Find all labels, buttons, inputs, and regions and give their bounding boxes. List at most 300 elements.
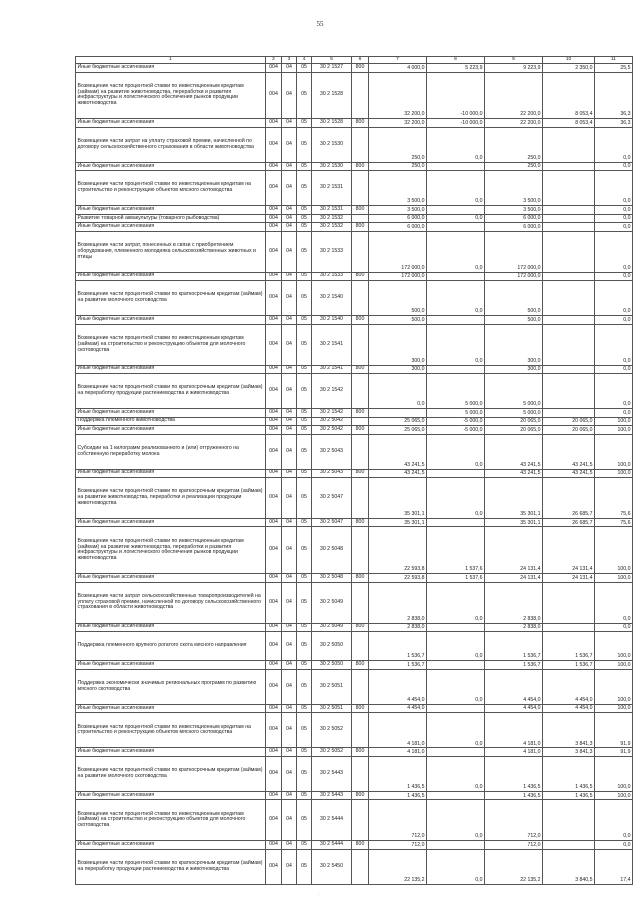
cell-plan: 500,0 (369, 281, 427, 316)
cell-isp: 3 841,3 (543, 713, 595, 748)
cell-prz: 05 (297, 632, 312, 661)
cell-rz: 04 (282, 409, 297, 418)
cell-prz: 05 (297, 756, 312, 791)
cell-gr: 004 (266, 272, 282, 281)
cell-gr: 004 (266, 417, 282, 426)
cell-change: 0,0 (427, 324, 485, 365)
cell-change (427, 365, 485, 374)
cell-pct: 0,0 (595, 281, 633, 316)
cell-plan: 6 000,0 (369, 223, 427, 232)
cell-utv: 250,0 (485, 127, 543, 162)
cell-csr: 30 2 5042 (312, 426, 352, 435)
cell-plan: 22 135,2 (369, 849, 427, 884)
table-row (76, 704, 633, 713)
cell-isp (543, 374, 595, 409)
cell-name: Иные бюджетные ассигнования (76, 518, 266, 527)
cell-vr (352, 281, 369, 316)
cell-name: Возмещение части процентной ставки по инвестиционным кредитам (займам) на развитие животноводства, переработки и развития инфраструктуры и логистического обеспечения рынков продукции животноводства (76, 72, 266, 119)
cell-rz: 04 (282, 791, 297, 800)
cell-prz: 05 (297, 171, 312, 206)
cell-prz: 05 (297, 582, 312, 623)
header-cell: 2 (266, 57, 282, 64)
cell-rz: 04 (282, 623, 297, 632)
cell-utv: 20 065,0 (485, 417, 543, 426)
cell-pct: 100,0 (595, 426, 633, 435)
cell-plan: 25 065,0 (369, 417, 427, 426)
cell-change (427, 469, 485, 478)
cell-csr: 30 2 1531 (312, 171, 352, 206)
table-row (76, 316, 633, 325)
cell-csr: 30 2 5052 (312, 748, 352, 757)
cell-vr (352, 231, 369, 272)
cell-gr: 004 (266, 426, 282, 435)
cell-prz: 05 (297, 119, 312, 128)
cell-utv: 6 000,0 (485, 214, 543, 223)
cell-utv: 4 181,0 (485, 748, 543, 757)
cell-pct: 17,4 (595, 849, 633, 884)
cell-vr: 800 (352, 574, 369, 583)
cell-prz: 05 (297, 214, 312, 223)
cell-prz: 05 (297, 72, 312, 119)
cell-plan: 2 838,0 (369, 623, 427, 632)
cell-isp: 24 131,4 (543, 527, 595, 574)
cell-pct: 25,5 (595, 64, 633, 73)
cell-vr: 800 (352, 791, 369, 800)
cell-utv: 300,0 (485, 324, 543, 365)
cell-csr: 30 2 5050 (312, 661, 352, 670)
cell-rz: 04 (282, 64, 297, 73)
cell-csr: 30 2 1530 (312, 162, 352, 171)
cell-change (427, 791, 485, 800)
cell-change: 0,0 (427, 632, 485, 661)
cell-name: Поддержка племенного животноводства (76, 417, 266, 426)
cell-prz: 05 (297, 374, 312, 409)
cell-prz: 05 (297, 469, 312, 478)
cell-prz: 05 (297, 791, 312, 800)
cell-change: 0,0 (427, 434, 485, 469)
cell-name: Возмещение части процентной ставки по инвестиционным кредитам (займам) на строительство и реконструкцию объектов для молочного скотоводства (76, 324, 266, 365)
cell-gr: 004 (266, 623, 282, 632)
cell-gr: 004 (266, 365, 282, 374)
cell-csr: 30 2 5048 (312, 527, 352, 574)
cell-pct: 100,0 (595, 756, 633, 791)
cell-isp (543, 223, 595, 232)
cell-csr: 30 2 1532 (312, 223, 352, 232)
cell-plan: 1 536,7 (369, 632, 427, 661)
cell-vr (352, 127, 369, 162)
cell-name: Иные бюджетные ассигнования (76, 64, 266, 73)
budget-table (75, 56, 633, 885)
cell-csr: 30 2 5049 (312, 623, 352, 632)
cell-prz: 05 (297, 434, 312, 469)
cell-pct: 0,0 (595, 316, 633, 325)
cell-prz: 05 (297, 800, 312, 841)
cell-csr: 30 2 5443 (312, 756, 352, 791)
cell-utv: 172 000,0 (485, 272, 543, 281)
cell-utv: 35 301,1 (485, 478, 543, 519)
cell-gr: 004 (266, 518, 282, 527)
cell-isp (543, 324, 595, 365)
table-row (76, 713, 633, 748)
cell-pct: 0,0 (595, 582, 633, 623)
cell-prz: 05 (297, 281, 312, 316)
cell-csr: 30 2 1533 (312, 231, 352, 272)
cell-pct: 100,0 (595, 527, 633, 574)
cell-isp: 1 536,7 (543, 632, 595, 661)
cell-prz: 05 (297, 623, 312, 632)
cell-plan: 4 000,0 (369, 64, 427, 73)
table-row (76, 518, 633, 527)
cell-name: Возмещение части затрат сельскохозяйственных товаропроизводителей на уплату страховой премии, начисленной по договору сельскохозяйственного страхования в области животноводства (76, 582, 266, 623)
cell-csr: 30 2 1541 (312, 324, 352, 365)
cell-vr (352, 324, 369, 365)
table-row (76, 669, 633, 704)
cell-name: Иные бюджетные ассигнования (76, 316, 266, 325)
cell-csr: 30 2 5047 (312, 518, 352, 527)
header-cell: 8 (427, 57, 485, 64)
cell-isp (543, 841, 595, 850)
cell-gr: 004 (266, 748, 282, 757)
cell-change: 5 000,0 (427, 374, 485, 409)
cell-prz: 05 (297, 748, 312, 757)
cell-pct: 91,9 (595, 748, 633, 757)
cell-prz: 05 (297, 272, 312, 281)
cell-change: 0,0 (427, 800, 485, 841)
cell-isp: 8 053,4 (543, 72, 595, 119)
table-row (76, 127, 633, 162)
cell-gr: 004 (266, 434, 282, 469)
cell-isp: 43 241,5 (543, 434, 595, 469)
cell-utv: 9 223,9 (485, 64, 543, 73)
cell-isp (543, 800, 595, 841)
cell-prz: 05 (297, 316, 312, 325)
cell-gr: 004 (266, 64, 282, 73)
cell-rz: 04 (282, 171, 297, 206)
cell-plan: 6 000,0 (369, 214, 427, 223)
header-cell: 3 (282, 57, 297, 64)
cell-utv: 4 454,0 (485, 669, 543, 704)
cell-vr (352, 582, 369, 623)
cell-utv: 300,0 (485, 365, 543, 374)
cell-csr: 30 2 1531 (312, 206, 352, 215)
cell-prz: 05 (297, 426, 312, 435)
scan-mark: · (318, 892, 320, 898)
cell-csr: 30 2 5444 (312, 800, 352, 841)
cell-name: Иные бюджетные ассигнования (76, 426, 266, 435)
cell-utv: 2 838,0 (485, 623, 543, 632)
cell-isp (543, 409, 595, 418)
cell-csr: 30 2 5444 (312, 841, 352, 850)
table-row (76, 661, 633, 670)
cell-pct: 75,6 (595, 478, 633, 519)
cell-csr: 30 2 5047 (312, 478, 352, 519)
cell-isp (543, 214, 595, 223)
cell-gr: 004 (266, 661, 282, 670)
cell-utv: 712,0 (485, 841, 543, 850)
cell-utv: 24 131,4 (485, 574, 543, 583)
cell-change (427, 623, 485, 632)
cell-gr: 004 (266, 704, 282, 713)
cell-change (427, 661, 485, 670)
cell-prz: 05 (297, 478, 312, 519)
cell-pct: 0,0 (595, 324, 633, 365)
cell-csr: 30 2 5450 (312, 849, 352, 884)
cell-vr: 800 (352, 841, 369, 850)
cell-rz: 04 (282, 849, 297, 884)
cell-change: -10 000,0 (427, 72, 485, 119)
cell-pct: 100,0 (595, 704, 633, 713)
cell-name: Возмещение части процентной ставки по инвестиционным кредитам на строительство и реконструкцию объектов мясного скотоводства (76, 713, 266, 748)
cell-rz: 04 (282, 365, 297, 374)
cell-change: 0,0 (427, 214, 485, 223)
cell-rz: 04 (282, 417, 297, 426)
cell-name: Субсидии на 1 килограмм реализованного и (или) отгруженного на собственную переработку молока (76, 434, 266, 469)
cell-plan: 4 454,0 (369, 704, 427, 713)
table-row (76, 171, 633, 206)
cell-pct: 100,0 (595, 632, 633, 661)
cell-isp: 2 350,0 (543, 64, 595, 73)
cell-prz: 05 (297, 669, 312, 704)
cell-prz: 05 (297, 527, 312, 574)
cell-vr: 800 (352, 223, 369, 232)
cell-plan: 1 536,7 (369, 661, 427, 670)
cell-name: Возмещение части процентной ставки по краткосрочным кредитам (займам) на переработку продукции растениеводства и животноводства (76, 374, 266, 409)
cell-gr: 004 (266, 841, 282, 850)
cell-pct: 100,0 (595, 791, 633, 800)
cell-vr (352, 417, 369, 426)
cell-plan: 32 200,0 (369, 119, 427, 128)
cell-plan: 172 000,0 (369, 272, 427, 281)
cell-plan: 712,0 (369, 841, 427, 850)
cell-isp (543, 623, 595, 632)
cell-vr: 800 (352, 409, 369, 418)
cell-rz: 04 (282, 374, 297, 409)
table-row (76, 434, 633, 469)
cell-prz: 05 (297, 409, 312, 418)
table-row (76, 426, 633, 435)
cell-plan: 32 200,0 (369, 72, 427, 119)
cell-csr: 30 2 5048 (312, 574, 352, 583)
cell-plan: 250,0 (369, 162, 427, 171)
table-row (76, 791, 633, 800)
cell-pct: 0,0 (595, 623, 633, 632)
cell-change (427, 841, 485, 850)
header-cell: 4 (297, 57, 312, 64)
cell-plan: 3 500,0 (369, 171, 427, 206)
cell-pct: 75,6 (595, 518, 633, 527)
cell-change (427, 316, 485, 325)
table-row (76, 72, 633, 119)
cell-vr: 800 (352, 316, 369, 325)
cell-name: Поддержка экономически значимых региональных программ по развитию мясного скотоводства (76, 669, 266, 704)
cell-rz: 04 (282, 127, 297, 162)
cell-vr (352, 713, 369, 748)
cell-gr: 004 (266, 527, 282, 574)
cell-change (427, 223, 485, 232)
cell-isp: 4 454,0 (543, 704, 595, 713)
cell-utv: 22 135,2 (485, 849, 543, 884)
cell-utv: 500,0 (485, 316, 543, 325)
cell-rz: 04 (282, 434, 297, 469)
cell-pct: 100,0 (595, 434, 633, 469)
header-cell: 10 (543, 57, 595, 64)
cell-utv: 3 500,0 (485, 171, 543, 206)
table-row (76, 231, 633, 272)
cell-rz: 04 (282, 518, 297, 527)
cell-name: Возмещение части процентной ставки по краткосрочным кредитам (займам) на развитие животноводства, переработки и реализации продукции животноводства (76, 478, 266, 519)
cell-csr: 30 2 1540 (312, 316, 352, 325)
cell-utv: 712,0 (485, 800, 543, 841)
cell-isp: 20 065,0 (543, 426, 595, 435)
cell-prz: 05 (297, 417, 312, 426)
cell-plan: 250,0 (369, 127, 427, 162)
cell-utv: 500,0 (485, 281, 543, 316)
cell-gr: 004 (266, 162, 282, 171)
cell-isp: 1 436,5 (543, 756, 595, 791)
cell-rz: 04 (282, 272, 297, 281)
cell-pct: 100,0 (595, 469, 633, 478)
cell-vr: 800 (352, 661, 369, 670)
cell-vr: 800 (352, 162, 369, 171)
table-row (76, 748, 633, 757)
cell-utv: 1 536,7 (485, 632, 543, 661)
cell-plan: 4 181,0 (369, 748, 427, 757)
cell-gr: 004 (266, 324, 282, 365)
table-row (76, 64, 633, 73)
cell-vr (352, 434, 369, 469)
cell-isp (543, 316, 595, 325)
cell-isp: 26 685,7 (543, 478, 595, 519)
cell-utv: 43 241,5 (485, 469, 543, 478)
cell-pct: 100,0 (595, 574, 633, 583)
cell-plan: 35 301,1 (369, 478, 427, 519)
cell-rz: 04 (282, 841, 297, 850)
cell-plan: 3 500,0 (369, 206, 427, 215)
cell-utv: 22 200,0 (485, 119, 543, 128)
cell-gr: 004 (266, 574, 282, 583)
cell-pct: 100,0 (595, 669, 633, 704)
cell-gr: 004 (266, 119, 282, 128)
cell-utv: 250,0 (485, 162, 543, 171)
cell-name: Развитие товарной аквакультуры (товарного рыбоводства) (76, 214, 266, 223)
cell-csr: 30 2 1540 (312, 281, 352, 316)
cell-vr: 800 (352, 272, 369, 281)
cell-csr: 30 2 1533 (312, 272, 352, 281)
cell-csr: 30 2 5050 (312, 632, 352, 661)
table-row (76, 162, 633, 171)
cell-prz: 05 (297, 849, 312, 884)
cell-change (427, 272, 485, 281)
cell-csr: 30 2 5443 (312, 791, 352, 800)
cell-gr: 004 (266, 849, 282, 884)
cell-pct: 0,0 (595, 127, 633, 162)
cell-vr (352, 214, 369, 223)
header-cell: 9 (485, 57, 543, 64)
cell-isp: 1 436,5 (543, 791, 595, 800)
cell-name: Возмещение части процентной ставки по краткосрочным кредитам (займам) на развитие молочного скотоводства (76, 756, 266, 791)
cell-utv: 24 131,4 (485, 527, 543, 574)
cell-csr: 30 2 1527 (312, 64, 352, 73)
cell-rz: 04 (282, 800, 297, 841)
cell-isp (543, 162, 595, 171)
cell-pct: 0,0 (595, 171, 633, 206)
cell-gr: 004 (266, 206, 282, 215)
cell-change: 0,0 (427, 713, 485, 748)
cell-pct: 100,0 (595, 417, 633, 426)
cell-rz: 04 (282, 574, 297, 583)
cell-plan: 4 181,0 (369, 713, 427, 748)
cell-plan (369, 409, 427, 418)
table-row (76, 365, 633, 374)
table-row (76, 574, 633, 583)
cell-utv: 5 000,0 (485, 409, 543, 418)
cell-rz: 04 (282, 162, 297, 171)
cell-utv: 5 000,0 (485, 374, 543, 409)
cell-csr: 30 2 5043 (312, 434, 352, 469)
cell-pct: 0,0 (595, 223, 633, 232)
cell-prz: 05 (297, 841, 312, 850)
cell-prz: 05 (297, 704, 312, 713)
cell-utv: 1 436,5 (485, 791, 543, 800)
cell-vr (352, 171, 369, 206)
cell-change (427, 518, 485, 527)
cell-csr: 30 2 1528 (312, 119, 352, 128)
cell-rz: 04 (282, 316, 297, 325)
cell-utv: 4 181,0 (485, 713, 543, 748)
cell-name: Иные бюджетные ассигнования (76, 661, 266, 670)
cell-plan: 712,0 (369, 800, 427, 841)
cell-plan: 1 436,5 (369, 791, 427, 800)
table-row (76, 206, 633, 215)
cell-name: Иные бюджетные ассигнования (76, 272, 266, 281)
cell-name: Иные бюджетные ассигнования (76, 748, 266, 757)
cell-gr: 004 (266, 171, 282, 206)
cell-utv: 1 436,5 (485, 756, 543, 791)
cell-gr: 004 (266, 800, 282, 841)
table-row (76, 324, 633, 365)
cell-prz: 05 (297, 574, 312, 583)
cell-csr: 30 2 5042 (312, 417, 352, 426)
cell-change: 5 000,0 (427, 409, 485, 418)
table-row (76, 582, 633, 623)
cell-csr: 30 2 1530 (312, 127, 352, 162)
cell-isp (543, 281, 595, 316)
cell-name: Иные бюджетные ассигнования (76, 409, 266, 418)
cell-name: Иные бюджетные ассигнования (76, 119, 266, 128)
cell-change: 0,0 (427, 582, 485, 623)
cell-utv: 2 838,0 (485, 582, 543, 623)
cell-vr: 800 (352, 119, 369, 128)
cell-change: -5 000,0 (427, 417, 485, 426)
cell-pct: 0,0 (595, 800, 633, 841)
cell-change (427, 206, 485, 215)
cell-isp (543, 171, 595, 206)
cell-name: Возмещение части затрат на уплату страховой премии, начисленной по договору сельскохозяйственного страхования в области животноводства (76, 127, 266, 162)
cell-pct: 36,3 (595, 119, 633, 128)
cell-plan: 43 241,5 (369, 469, 427, 478)
cell-gr: 004 (266, 756, 282, 791)
cell-prz: 05 (297, 64, 312, 73)
cell-rz: 04 (282, 426, 297, 435)
cell-prz: 05 (297, 206, 312, 215)
cell-utv: 1 536,7 (485, 661, 543, 670)
cell-prz: 05 (297, 324, 312, 365)
cell-name: Иные бюджетные ассигнования (76, 574, 266, 583)
cell-change (427, 704, 485, 713)
cell-vr: 800 (352, 704, 369, 713)
cell-pct: 0,0 (595, 162, 633, 171)
table-row (76, 800, 633, 841)
